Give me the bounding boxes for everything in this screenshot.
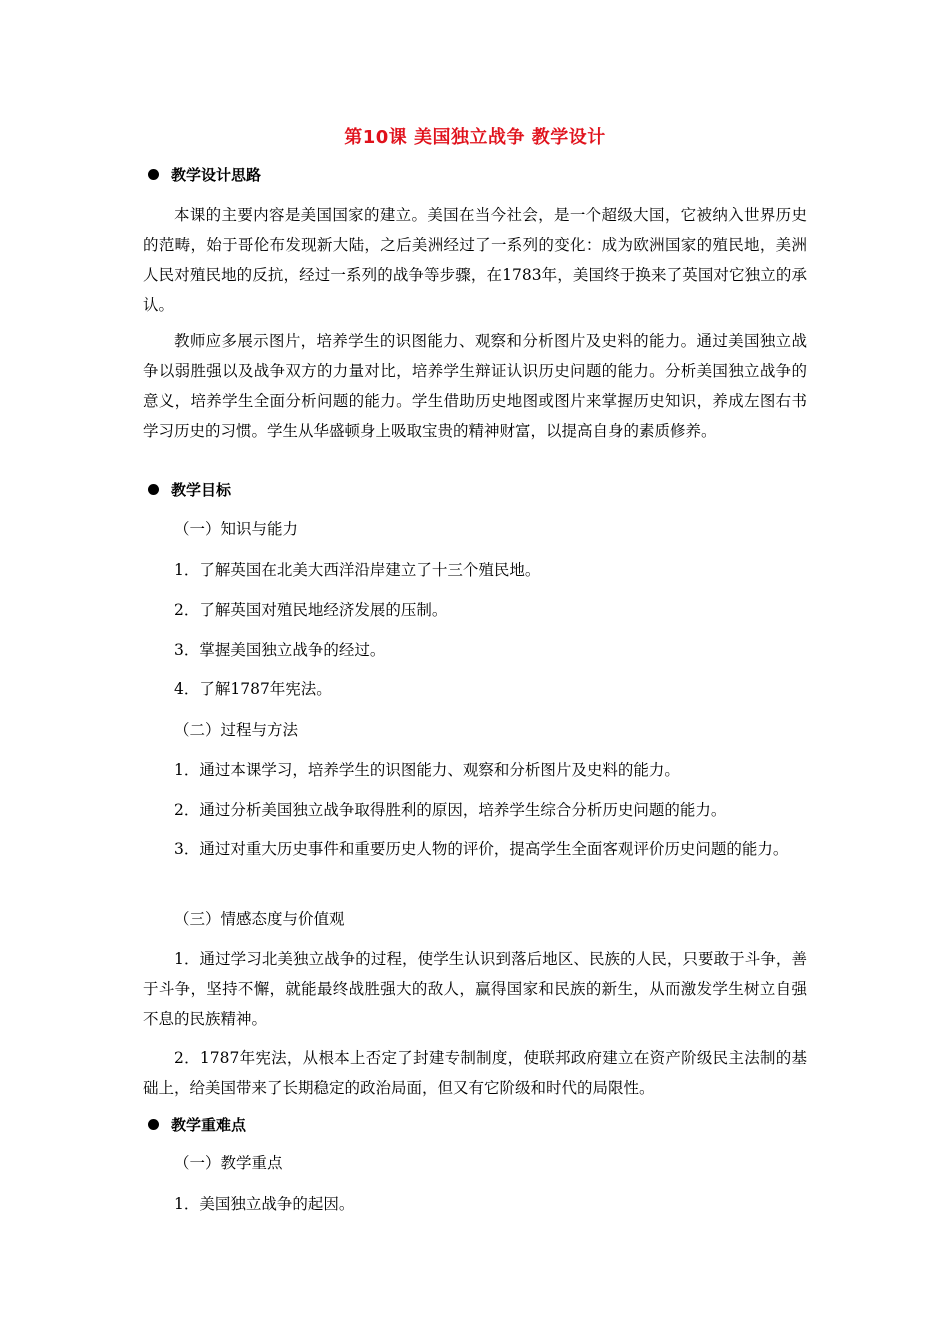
list-item: 1．了解英国在北美大西洋沿岸建立了十三个殖民地。 — [174, 561, 541, 579]
bullet-icon — [148, 484, 159, 495]
list-item: 4．了解1787年宪法。 — [174, 680, 332, 698]
heading-text: 教学重难点 — [171, 1116, 247, 1134]
list-item: 2．1787年宪法，从根本上否定了封建专制制度，使联邦政府建立在资产阶级民主法制的基础上，给美国带来了长期稳定的政治局面，但又有它阶级和时代的局限性。 — [143, 1049, 807, 1097]
list-item: 3．通过对重大历史事件和重要历史人物的评价，提高学生全面客观评价历史问题的能力。 — [174, 840, 789, 858]
subsection-label: （三）情感态度与价值观 — [174, 910, 345, 928]
paragraph: 本课的主要内容是美国国家的建立。美国在当今社会，是一个超级大国，它被纳入世界历史的范畴，始于哥伦布发现新大陆，之后美洲经过了一系列的变化：成为欧洲国家的殖民地，美洲人民对殖民地的反抗，经过一系列的战争等步骤，在1783年，美国终于换来了英国对它独立的承认。 — [143, 206, 807, 314]
list-item: 3．掌握美国独立战争的经过。 — [174, 641, 386, 659]
bullet-icon — [148, 1119, 159, 1130]
section-heading-design-idea — [148, 164, 261, 185]
section-heading-key-points — [148, 1114, 246, 1135]
heading-text: 教学设计思路 — [171, 166, 262, 184]
list-item: 2．通过分析美国独立战争取得胜利的原因，培养学生综合分析历史问题的能力。 — [174, 801, 727, 819]
section-heading-objectives — [148, 479, 231, 500]
list-item: 2．了解英国对殖民地经济发展的压制。 — [174, 601, 448, 619]
paragraph: 教师应多展示图片，培养学生的识图能力、观察和分析图片及史料的能力。通过美国独立战争以弱胜强以及战争双方的力量对比，培养学生辩证认识历史问题的能力。分析美国独立战争的意义，培养学生全面分析问题的能力。学生借助历史地图或图片来掌握历史知识，养成左图右书学习历史的习惯。学生从华盛顿身上吸取宝贵的精神财富，以提高自身的素质修养。 — [143, 332, 807, 440]
document-title: 第10课 美国独立战争 教学设计 — [344, 127, 606, 148]
bullet-icon — [148, 169, 159, 180]
list-item: 1．通过学习北美独立战争的过程，使学生认识到落后地区、民族的人民，只要敢于斗争，善于斗争，坚持不懈，就能最终战胜强大的敌人，赢得国家和民族的新生，从而激发学生树立自强不息的民族精神。 — [143, 950, 807, 1028]
heading-text: 教学目标 — [171, 481, 232, 499]
subsection-label: （一）教学重点 — [174, 1154, 283, 1172]
list-item: 1．美国独立战争的起因。 — [174, 1195, 355, 1213]
subsection-label: （一）知识与能力 — [174, 520, 299, 538]
list-item: 1．通过本课学习，培养学生的识图能力、观察和分析图片及史料的能力。 — [174, 761, 680, 779]
subsection-label: （二）过程与方法 — [174, 721, 299, 739]
